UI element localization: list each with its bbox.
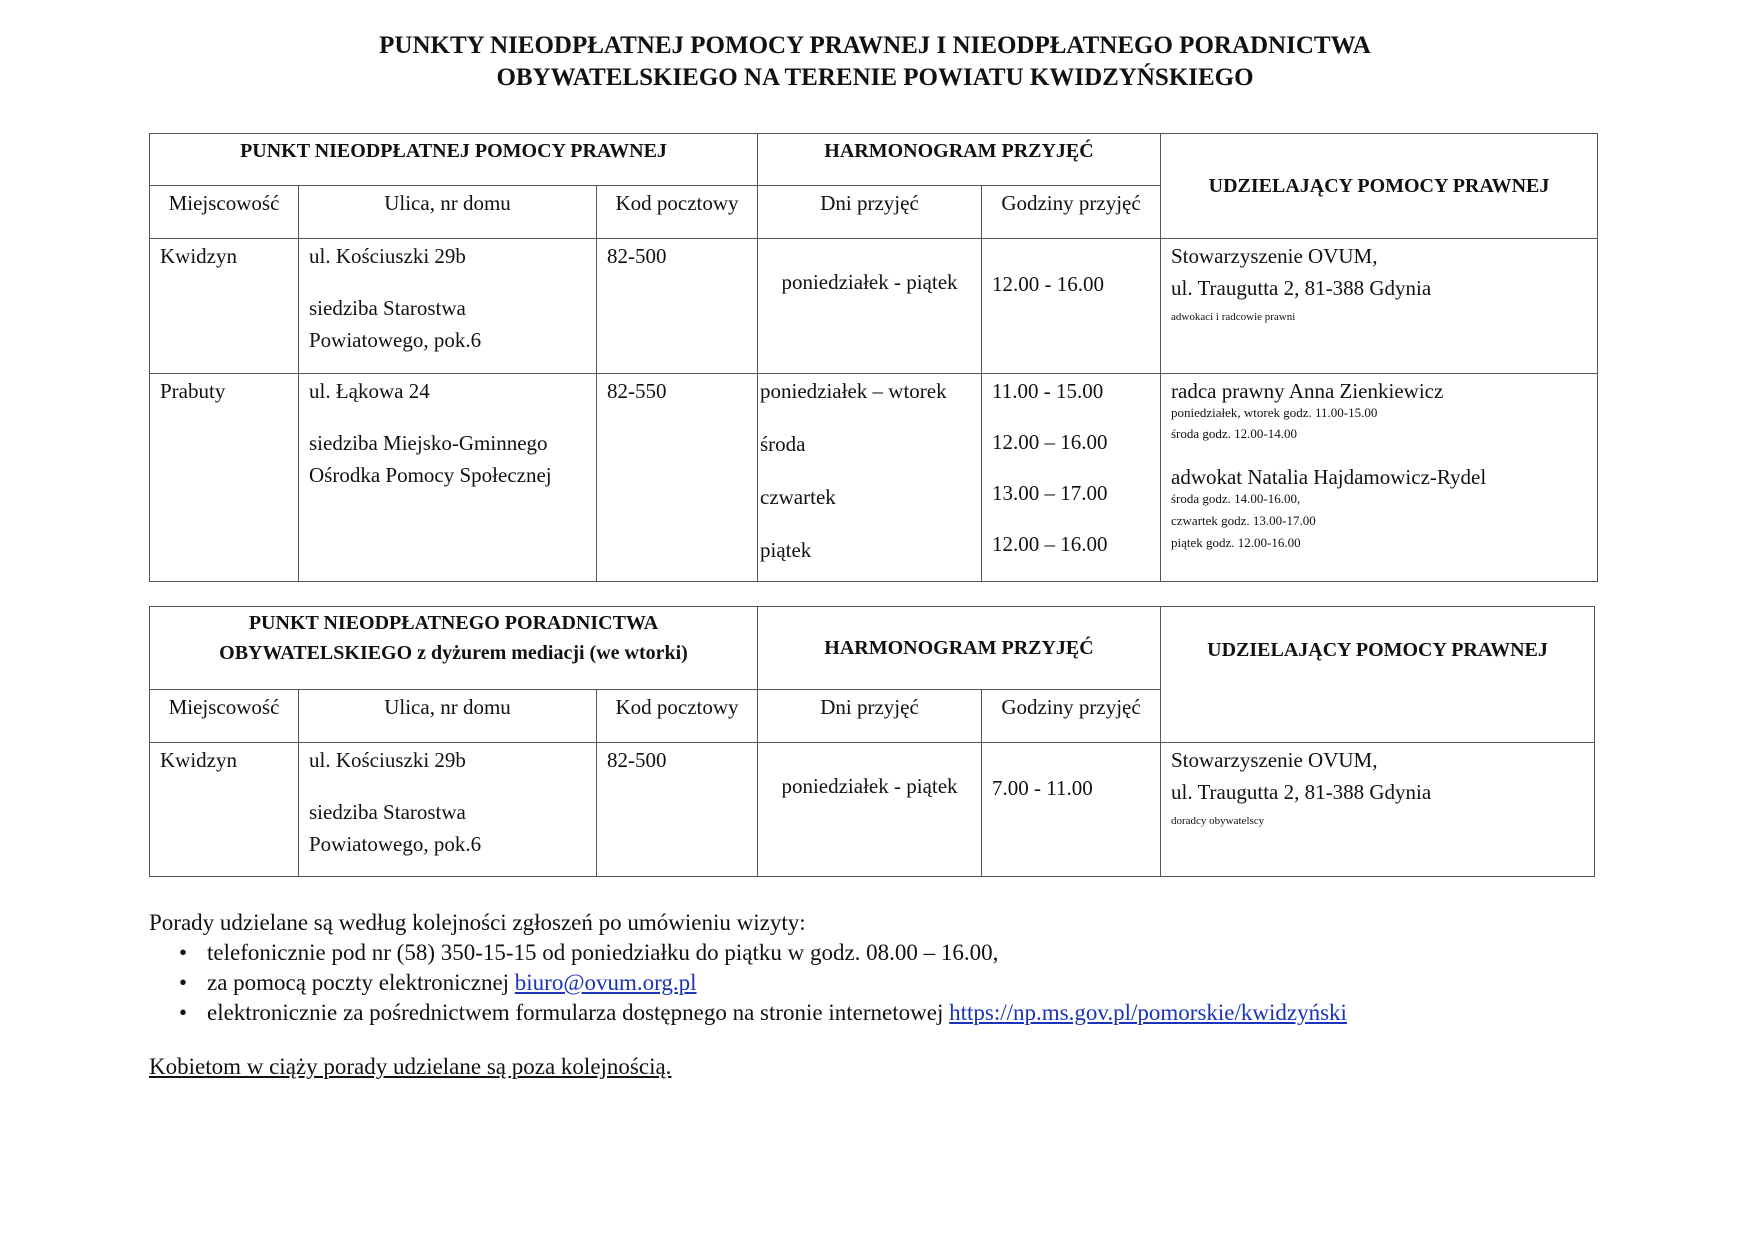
list-item [179,968,1649,998]
street: ul. Kościuszki 29b [309,748,466,772]
provider-address: ul. Traugutta 2, 81-388 Gdynia [1171,276,1432,300]
list-item [179,998,1649,1028]
provider-name: Stowarzyszenie OVUM, [1171,748,1378,772]
cell-godziny: 7.00 - 11.00 [982,743,1161,877]
lawyer-1-hours-2: środa godz. 12.00-14.00 [1171,426,1298,441]
col-ulica: Ulica, nr domu [299,690,597,743]
col-godziny: Godziny przyjęć [982,690,1161,743]
title-line-1: PUNKTY NIEODPŁATNEJ POMOCY PRAWNEJ I NIEODPŁATNEGO PORADNICTWA [379,32,1371,59]
web-info: elektronicznie za pośrednictwem formularza dostępnego na stronie internetowej [207,1000,950,1025]
cell-kod: 82-500 [597,743,758,877]
lawyer-2-hours-1: środa godz. 14.00-16.00, [1171,491,1301,506]
cell-godziny [982,374,1161,582]
header-punkt-line-2: OBYWATELSKIEGO z dyżurem mediacji (we wtorki) [219,642,688,664]
header-punkt: PUNKT NIEODPŁATNEJ POMOCY PRAWNEJ [150,134,758,186]
hours-3: 13.00 – 17.00 [992,481,1108,505]
cell-miejscowosc: Prabuty [150,374,299,582]
col-ulica: Ulica, nr domu [299,186,597,239]
day-4: piątek [760,538,812,562]
cell-dni: poniedziałek - piątek [758,743,982,877]
email-info: za pomocą poczty elektronicznej [207,970,515,995]
seat-line-1: siedziba Starostwa [309,296,466,320]
seat-line-2: Ośrodka Pomocy Społecznej [309,463,552,487]
lawyer-1-hours-1: poniedziałek, wtorek godz. 11.00-15.00 [1171,405,1378,420]
col-kod: Kod pocztowy [597,690,758,743]
col-dni: Dni przyjęć [758,186,982,239]
list-item [179,938,1649,968]
cell-kod: 82-550 [597,374,758,582]
header-harmonogram: HARMONOGRAM PRZYJĘĆ [758,607,1161,690]
bullet-icon: • [179,970,188,995]
cell-udzielajacy [1161,374,1598,582]
appointment-info [149,908,1649,1028]
header-udzielajacy: UDZIELAJĄCY POMOCY PRAWNEJ [1161,134,1598,239]
bullet-icon: • [179,940,188,965]
street: ul. Kościuszki 29b [309,244,466,268]
info-intro: Porady udzielane są według kolejności zgłoszeń po umówieniu wizyty: [149,910,806,935]
street: ul. Łąkowa 24 [309,379,430,403]
cell-dni [758,374,982,582]
phone-info: telefonicznie pod nr (58) 350-15-15 od poniedziałku do piątku w godz. 08.00 – 16.00, [207,940,999,965]
header-punkt [150,607,758,690]
citizen-advice-table [149,606,1595,877]
provider-address: ul. Traugutta 2, 81-388 Gdynia [1171,780,1432,804]
seat-line-2: Powiatowego, pok.6 [309,328,482,352]
header-punkt-line-1: PUNKT NIEODPŁATNEGO PORADNICTWA [248,612,659,634]
col-miejscowosc: Miejscowość [150,690,299,743]
seat-line-1: siedziba Miejsko-Gminnego [309,431,548,455]
cell-ulica [299,374,597,582]
header-harmonogram: HARMONOGRAM PRZYJĘĆ [758,134,1161,186]
col-godziny: Godziny przyjęć [982,186,1161,239]
table-row [150,743,1595,877]
provider-type: doradcy obywatelscy [1171,815,1265,827]
lawyer-2-hours-3: piątek godz. 12.00-16.00 [1171,535,1301,550]
cell-godziny: 12.00 - 16.00 [982,239,1161,374]
day-1: poniedziałek – wtorek [760,379,947,403]
cell-ulica [299,239,597,374]
page-title [150,30,1600,94]
hours-2: 12.00 – 16.00 [992,430,1108,454]
col-dni: Dni przyjęć [758,690,982,743]
cell-miejscowosc: Kwidzyn [150,239,299,374]
cell-dni: poniedziałek - piątek [758,239,982,374]
cell-udzielajacy [1161,743,1595,877]
provider-name: Stowarzyszenie OVUM, [1171,244,1378,268]
lawyer-1: radca prawny Anna Zienkiewicz [1171,379,1444,403]
provider-type: adwokaci i radcowie prawni [1171,311,1296,323]
day-2: środa [760,432,806,456]
legal-aid-table [149,133,1598,582]
header-udzielajacy: UDZIELAJĄCY POMOCY PRAWNEJ [1161,607,1595,743]
cell-ulica [299,743,597,877]
day-3: czwartek [760,485,836,509]
lawyer-2-hours-2: czwartek godz. 13.00-17.00 [1171,513,1316,528]
bullet-icon: • [179,1000,188,1025]
cell-kod: 82-500 [597,239,758,374]
col-miejscowosc: Miejscowość [150,186,299,239]
seat-line-1: siedziba Starostwa [309,800,466,824]
hours-1: 11.00 - 15.00 [992,379,1104,403]
email-link[interactable]: biuro@ovum.org.pl [514,970,697,995]
website-link[interactable]: https://np.ms.gov.pl/pomorskie/kwidzyński [949,1000,1347,1025]
seat-line-2: Powiatowego, pok.6 [309,832,482,856]
cell-udzielajacy [1161,239,1598,374]
hours-4: 12.00 – 16.00 [992,532,1108,556]
title-line-2: OBYWATELSKIEGO NA TERENIE POWIATU KWIDZYŃSKIEGO [496,64,1254,91]
cell-miejscowosc: Kwidzyn [150,743,299,877]
lawyer-2: adwokat Natalia Hajdamowicz-Rydel [1171,465,1487,489]
priority-note: Kobietom w ciąży porady udzielane są poza kolejnością. [149,1054,672,1079]
col-kod: Kod pocztowy [597,186,758,239]
table-row [150,239,1598,374]
table-row [150,374,1598,582]
contact-list [149,938,1649,1028]
